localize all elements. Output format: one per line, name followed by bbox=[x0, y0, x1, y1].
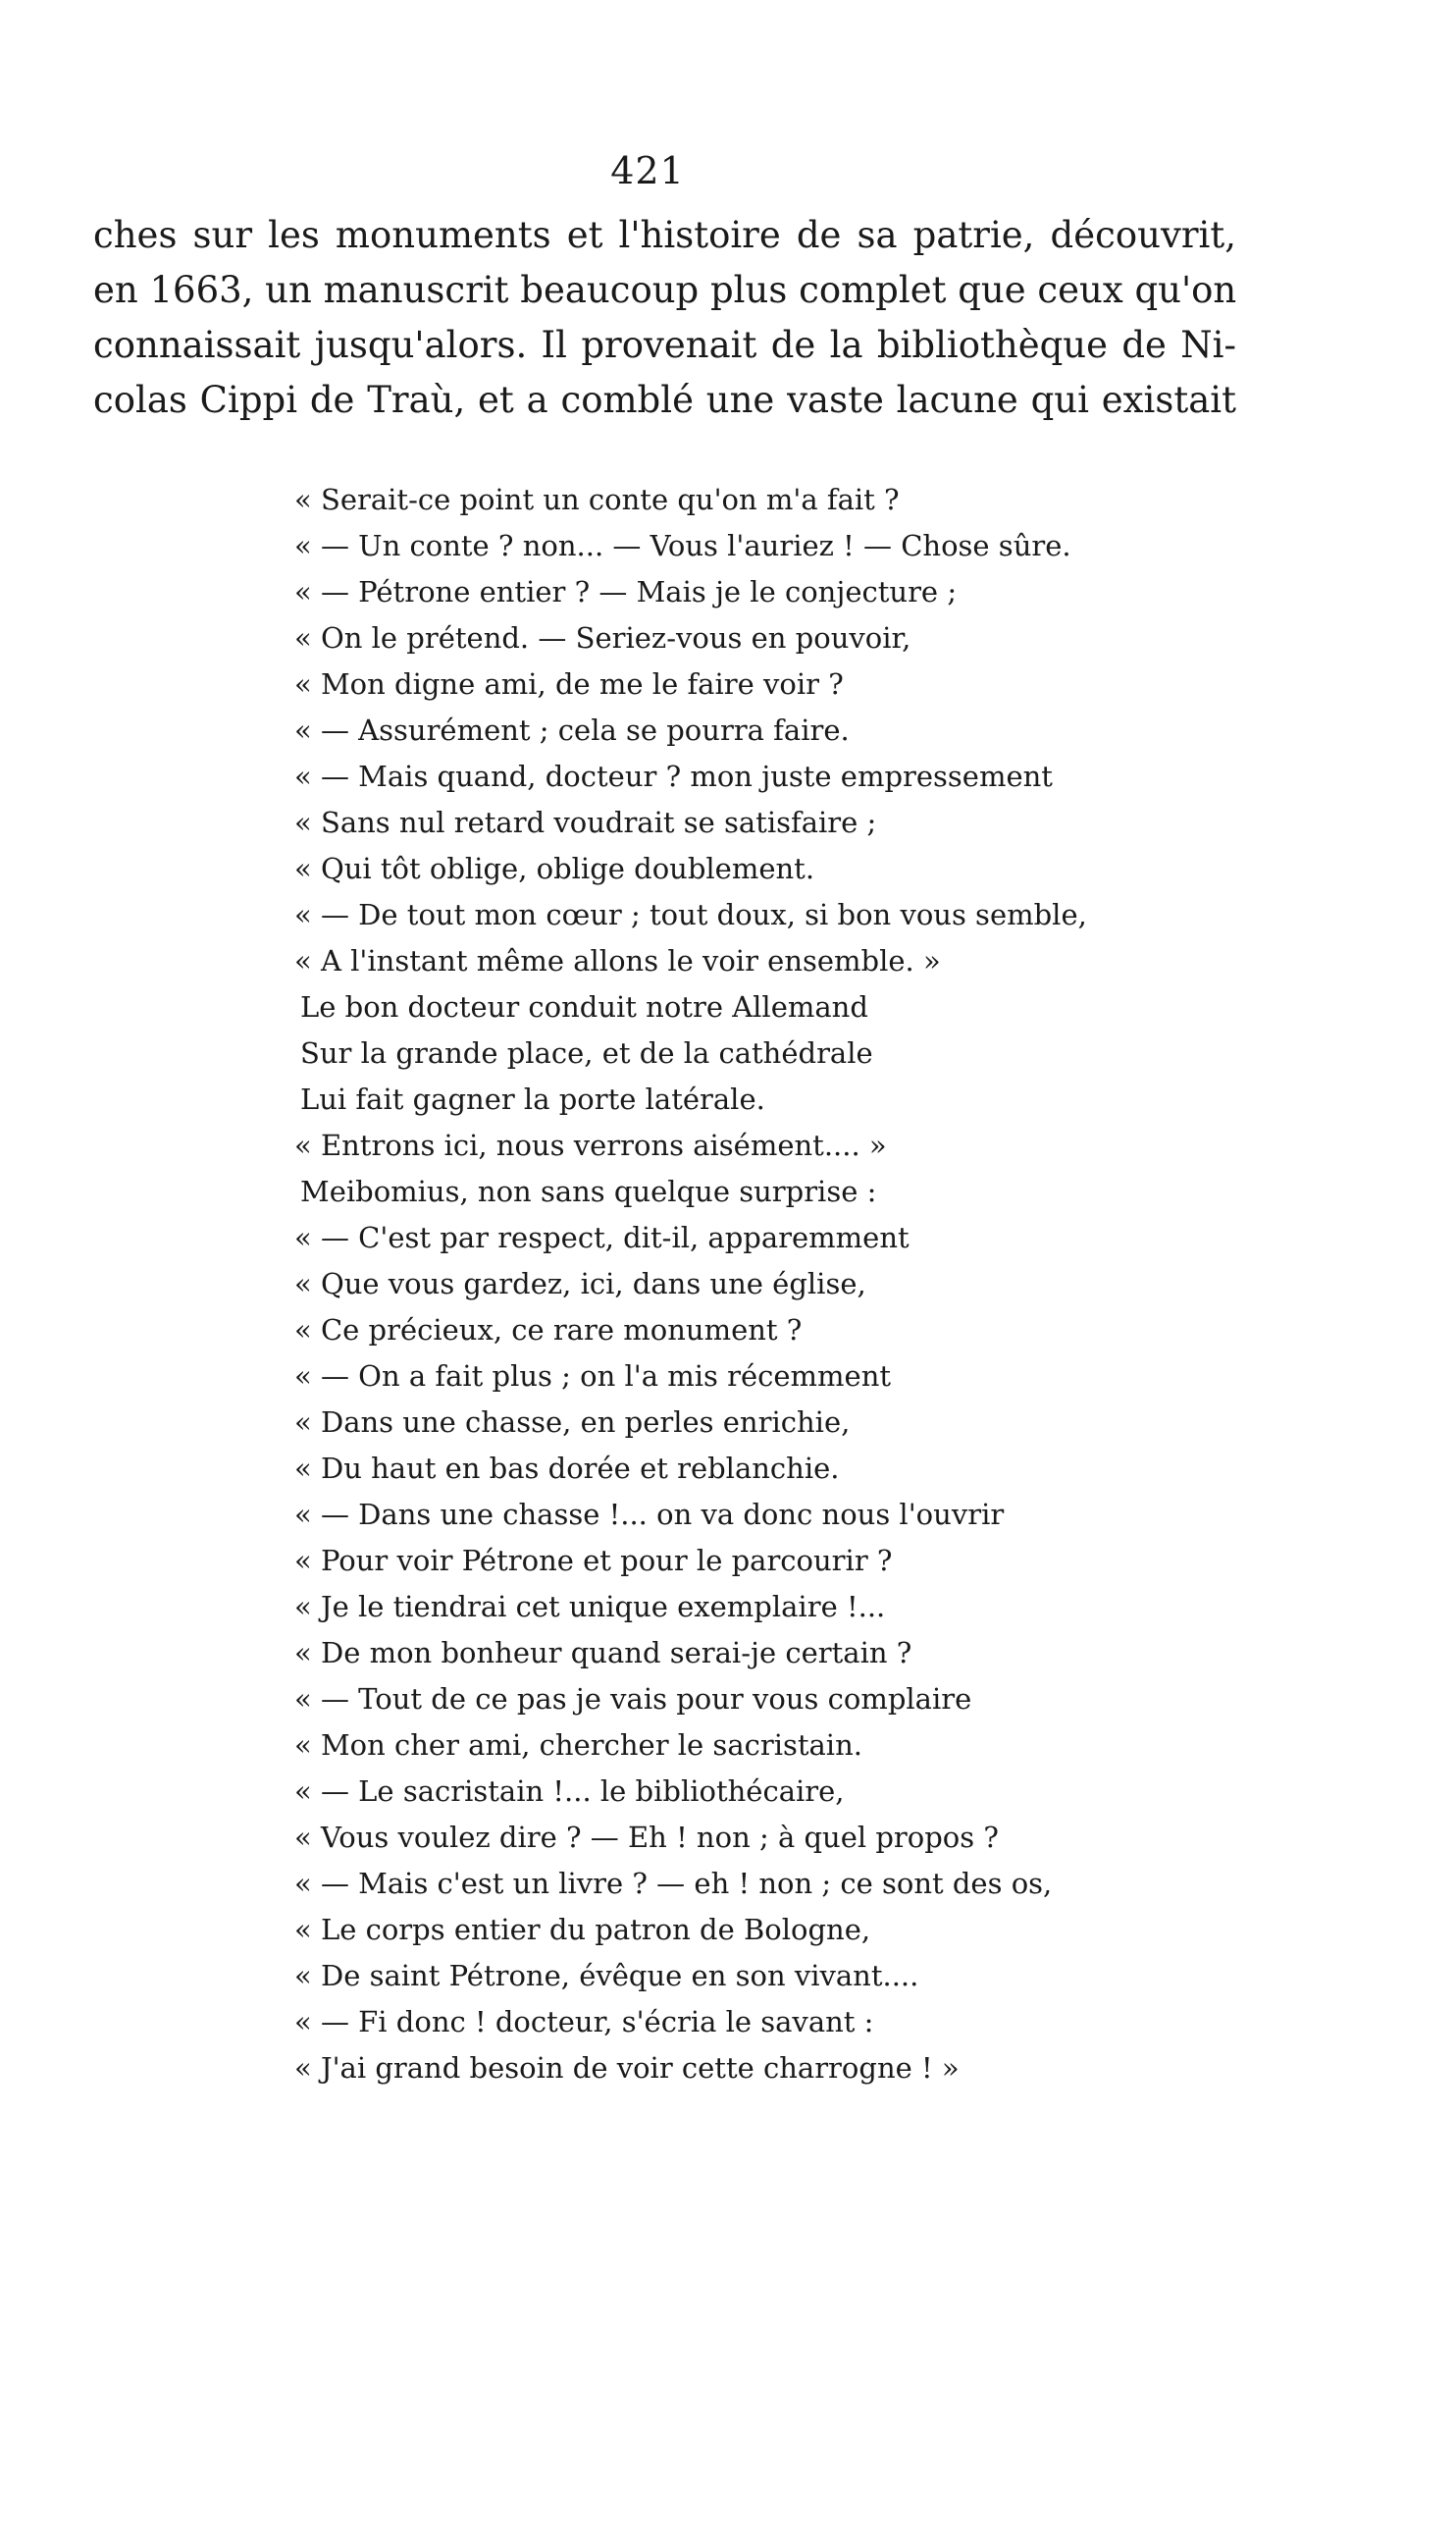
verse-line: « J'ai grand besoin de voir cette charrogne ! » bbox=[294, 2051, 960, 2085]
verse-line: « — Un conte ? non... — Vous l'auriez ! — Chose sûre. bbox=[294, 529, 1071, 562]
prose-line: ches sur les monuments et l'histoire de sa patrie, découvrit, bbox=[93, 214, 1236, 256]
verse-line: « — Pétrone entier ? — Mais je le conjecture ; bbox=[294, 575, 958, 608]
verse-line: « — De tout mon cœur ; tout doux, si bon vous semble, bbox=[294, 898, 1087, 931]
verse-line: « Pour voir Pétrone et pour le parcourir ? bbox=[294, 1544, 893, 1577]
verse-line: « — Dans une chasse !... on va donc nous l'ouvrir bbox=[294, 1498, 1005, 1531]
verse-line: « — Mais quand, docteur ? mon juste empressement bbox=[294, 760, 1053, 793]
verse-line: Lui fait gagner la porte latérale. bbox=[300, 1083, 765, 1116]
verse-block bbox=[294, 477, 1177, 2091]
verse-line: « De saint Pétrone, évêque en son vivant.... bbox=[294, 1959, 919, 1992]
verse-line: Le bon docteur conduit notre Allemand bbox=[300, 990, 868, 1024]
verse-line: « Ce précieux, ce rare monument ? bbox=[294, 1313, 803, 1347]
verse-line: « Je le tiendrai cet unique exemplaire !... bbox=[294, 1590, 886, 1623]
verse-line: « Sans nul retard voudrait se satisfaire ; bbox=[294, 806, 877, 839]
verse-line: « A l'instant même allons le voir ensemble. » bbox=[294, 944, 941, 978]
verse-line: Meibomius, non sans quelque surprise : bbox=[300, 1175, 877, 1208]
verse-line: « — C'est par respect, dit-il, apparemment bbox=[294, 1221, 910, 1254]
prose-line: en 1663, un manuscrit beaucoup plus complet que ceux qu'on bbox=[93, 269, 1237, 311]
verse-line: « Mon digne ami, de me le faire voir ? bbox=[294, 667, 844, 701]
verse-line: « — Le sacristain !... le bibliothécaire, bbox=[294, 1774, 845, 1808]
verse-line: « Le corps entier du patron de Bologne, bbox=[294, 1913, 871, 1946]
prose-line: colas Cippi de Traù, et a comblé une vaste lacune qui existait bbox=[93, 379, 1236, 421]
prose-paragraph bbox=[93, 208, 1236, 428]
verse-line: « — Tout de ce pas je vais pour vous complaire bbox=[294, 1682, 972, 1716]
verse-line: « Vous voulez dire ? — Eh ! non ; à quel propos ? bbox=[294, 1821, 999, 1854]
verse-line: « Serait-ce point un conte qu'on m'a fait ? bbox=[294, 483, 900, 516]
verse-line: Sur la grande place, et de la cathédrale bbox=[300, 1036, 873, 1070]
verse-line: « — Assurément ; cela se pourra faire. bbox=[294, 714, 850, 747]
verse-line: « — Mais c'est un livre ? — eh ! non ; ce sont des os, bbox=[294, 1867, 1053, 1900]
prose-line: connaissait jusqu'alors. Il provenait de la bibliothèque de Ni- bbox=[93, 324, 1236, 366]
verse-line: « Qui tôt oblige, oblige doublement. bbox=[294, 852, 815, 885]
verse-line: « Mon cher ami, chercher le sacristain. bbox=[294, 1728, 862, 1762]
verse-line: « Du haut en bas dorée et reblanchie. bbox=[294, 1452, 840, 1485]
verse-line: « — On a fait plus ; on l'a mis récemment bbox=[294, 1359, 892, 1393]
verse-line: « Dans une chasse, en perles enrichie, bbox=[294, 1405, 851, 1439]
verse-line: « Entrons ici, nous verrons aisément.... » bbox=[294, 1129, 887, 1162]
verse-line: « De mon bonheur quand serai-je certain ? bbox=[294, 1636, 912, 1669]
page-number: 421 bbox=[610, 149, 685, 192]
verse-line: « Que vous gardez, ici, dans une église, bbox=[294, 1267, 866, 1300]
verse-line: « — Fi donc ! docteur, s'écria le savant : bbox=[294, 2005, 874, 2038]
verse-line: « On le prétend. — Seriez-vous en pouvoir, bbox=[294, 621, 911, 655]
